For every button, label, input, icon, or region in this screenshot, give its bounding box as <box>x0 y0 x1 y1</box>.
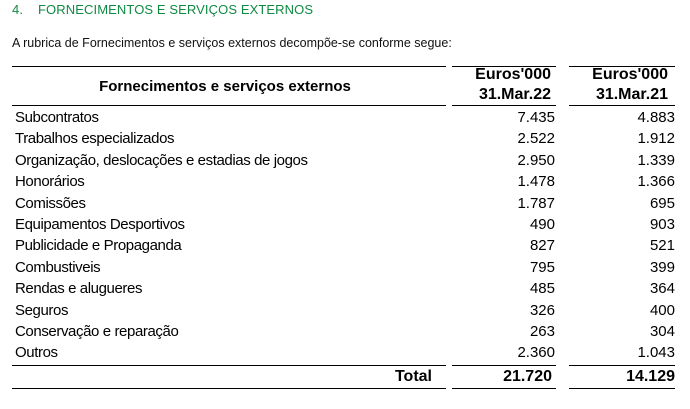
row-value-col1: 326 <box>529 301 555 319</box>
row-value-col2: 1.339 <box>637 151 675 169</box>
row-value-col2: 521 <box>649 237 675 255</box>
table-row <box>15 321 675 342</box>
table-header-label: Fornecimentos e serviços externos <box>99 78 351 95</box>
table-row <box>15 257 675 278</box>
table-bottom-rule-left <box>12 388 446 389</box>
table-row <box>15 235 675 256</box>
row-value-col2: 1.366 <box>637 173 675 191</box>
table-row <box>15 150 675 171</box>
row-value-col1: 827 <box>529 237 555 255</box>
table-row <box>15 171 675 192</box>
row-label: Subcontratos <box>15 109 99 126</box>
table-bottom-rule-col2 <box>569 388 675 389</box>
row-label: Outros <box>15 344 58 362</box>
section-heading <box>12 2 313 17</box>
row-value-col2: 1.043 <box>637 344 675 362</box>
table-header-rule-left <box>12 105 446 106</box>
row-label: Honorários <box>15 173 85 191</box>
row-label: Publicidade e Propaganda <box>15 237 182 255</box>
row-value-col2: 1.912 <box>637 130 675 148</box>
table-row <box>15 300 675 321</box>
row-value-col2: 364 <box>649 280 675 298</box>
col2-unit: Euros'000 <box>592 66 668 83</box>
row-label: Combustiveis <box>15 258 101 276</box>
table-row <box>15 342 675 363</box>
row-value-col1: 490 <box>529 216 555 233</box>
row-value-col1: 485 <box>529 280 555 298</box>
row-value-col2: 695 <box>649 194 675 212</box>
row-label: Trabalhos especializados <box>15 130 175 148</box>
row-value-col1: 263 <box>529 323 555 340</box>
row-label: Comissões <box>15 194 86 212</box>
total-value-col2: 14.129 <box>626 368 675 385</box>
row-value-col1: 1.478 <box>517 173 555 191</box>
row-value-col1: 7.435 <box>517 109 555 126</box>
row-value-col2: 400 <box>649 301 675 319</box>
row-value-col1: 1.787 <box>517 194 555 212</box>
table-row <box>15 193 675 214</box>
row-label: Seguros <box>15 301 69 319</box>
row-value-col1: 2.522 <box>517 130 555 148</box>
intro-text: A rubrica de Fornecimentos e serviços externos decompõe-se conforme segue: <box>12 36 452 50</box>
table-row <box>15 278 675 299</box>
col1-unit: Euros'000 <box>475 66 551 83</box>
row-label: Rendas e alugueres <box>15 280 143 298</box>
section-number: 4. <box>12 2 24 17</box>
row-label: Conservação e reparação <box>15 323 179 340</box>
col1-date: 31.Mar.22 <box>478 86 551 103</box>
total-label: Total <box>394 368 432 385</box>
table-header-col1 <box>446 65 551 105</box>
table-header-rule-col1 <box>452 105 556 106</box>
row-value-col1: 795 <box>529 258 555 276</box>
table-top-rule-left <box>12 66 446 67</box>
total-value-col1: 21.720 <box>503 368 552 385</box>
table-row <box>15 128 675 149</box>
row-value-col2: 304 <box>649 323 675 340</box>
table-row <box>15 214 675 235</box>
row-value-col1: 2.950 <box>517 151 555 169</box>
row-value-col2: 903 <box>649 216 675 233</box>
col2-date: 31.Mar.21 <box>595 86 668 103</box>
table-row <box>15 107 675 128</box>
row-value-col2: 4.883 <box>637 109 675 126</box>
table-header-rule-col2 <box>569 105 675 106</box>
row-value-col2: 399 <box>649 258 675 276</box>
row-label: Equipamentos Desportivos <box>15 216 185 233</box>
table-bottom-rule-col1 <box>452 388 556 389</box>
table-header-col2 <box>560 65 668 105</box>
row-value-col1: 2.360 <box>517 344 555 362</box>
row-label: Organização, deslocações e estadias de jogos <box>15 151 308 169</box>
table-total-row <box>12 366 675 387</box>
section-title: FORNECIMENTOS E SERVIÇOS EXTERNOS <box>38 2 314 17</box>
